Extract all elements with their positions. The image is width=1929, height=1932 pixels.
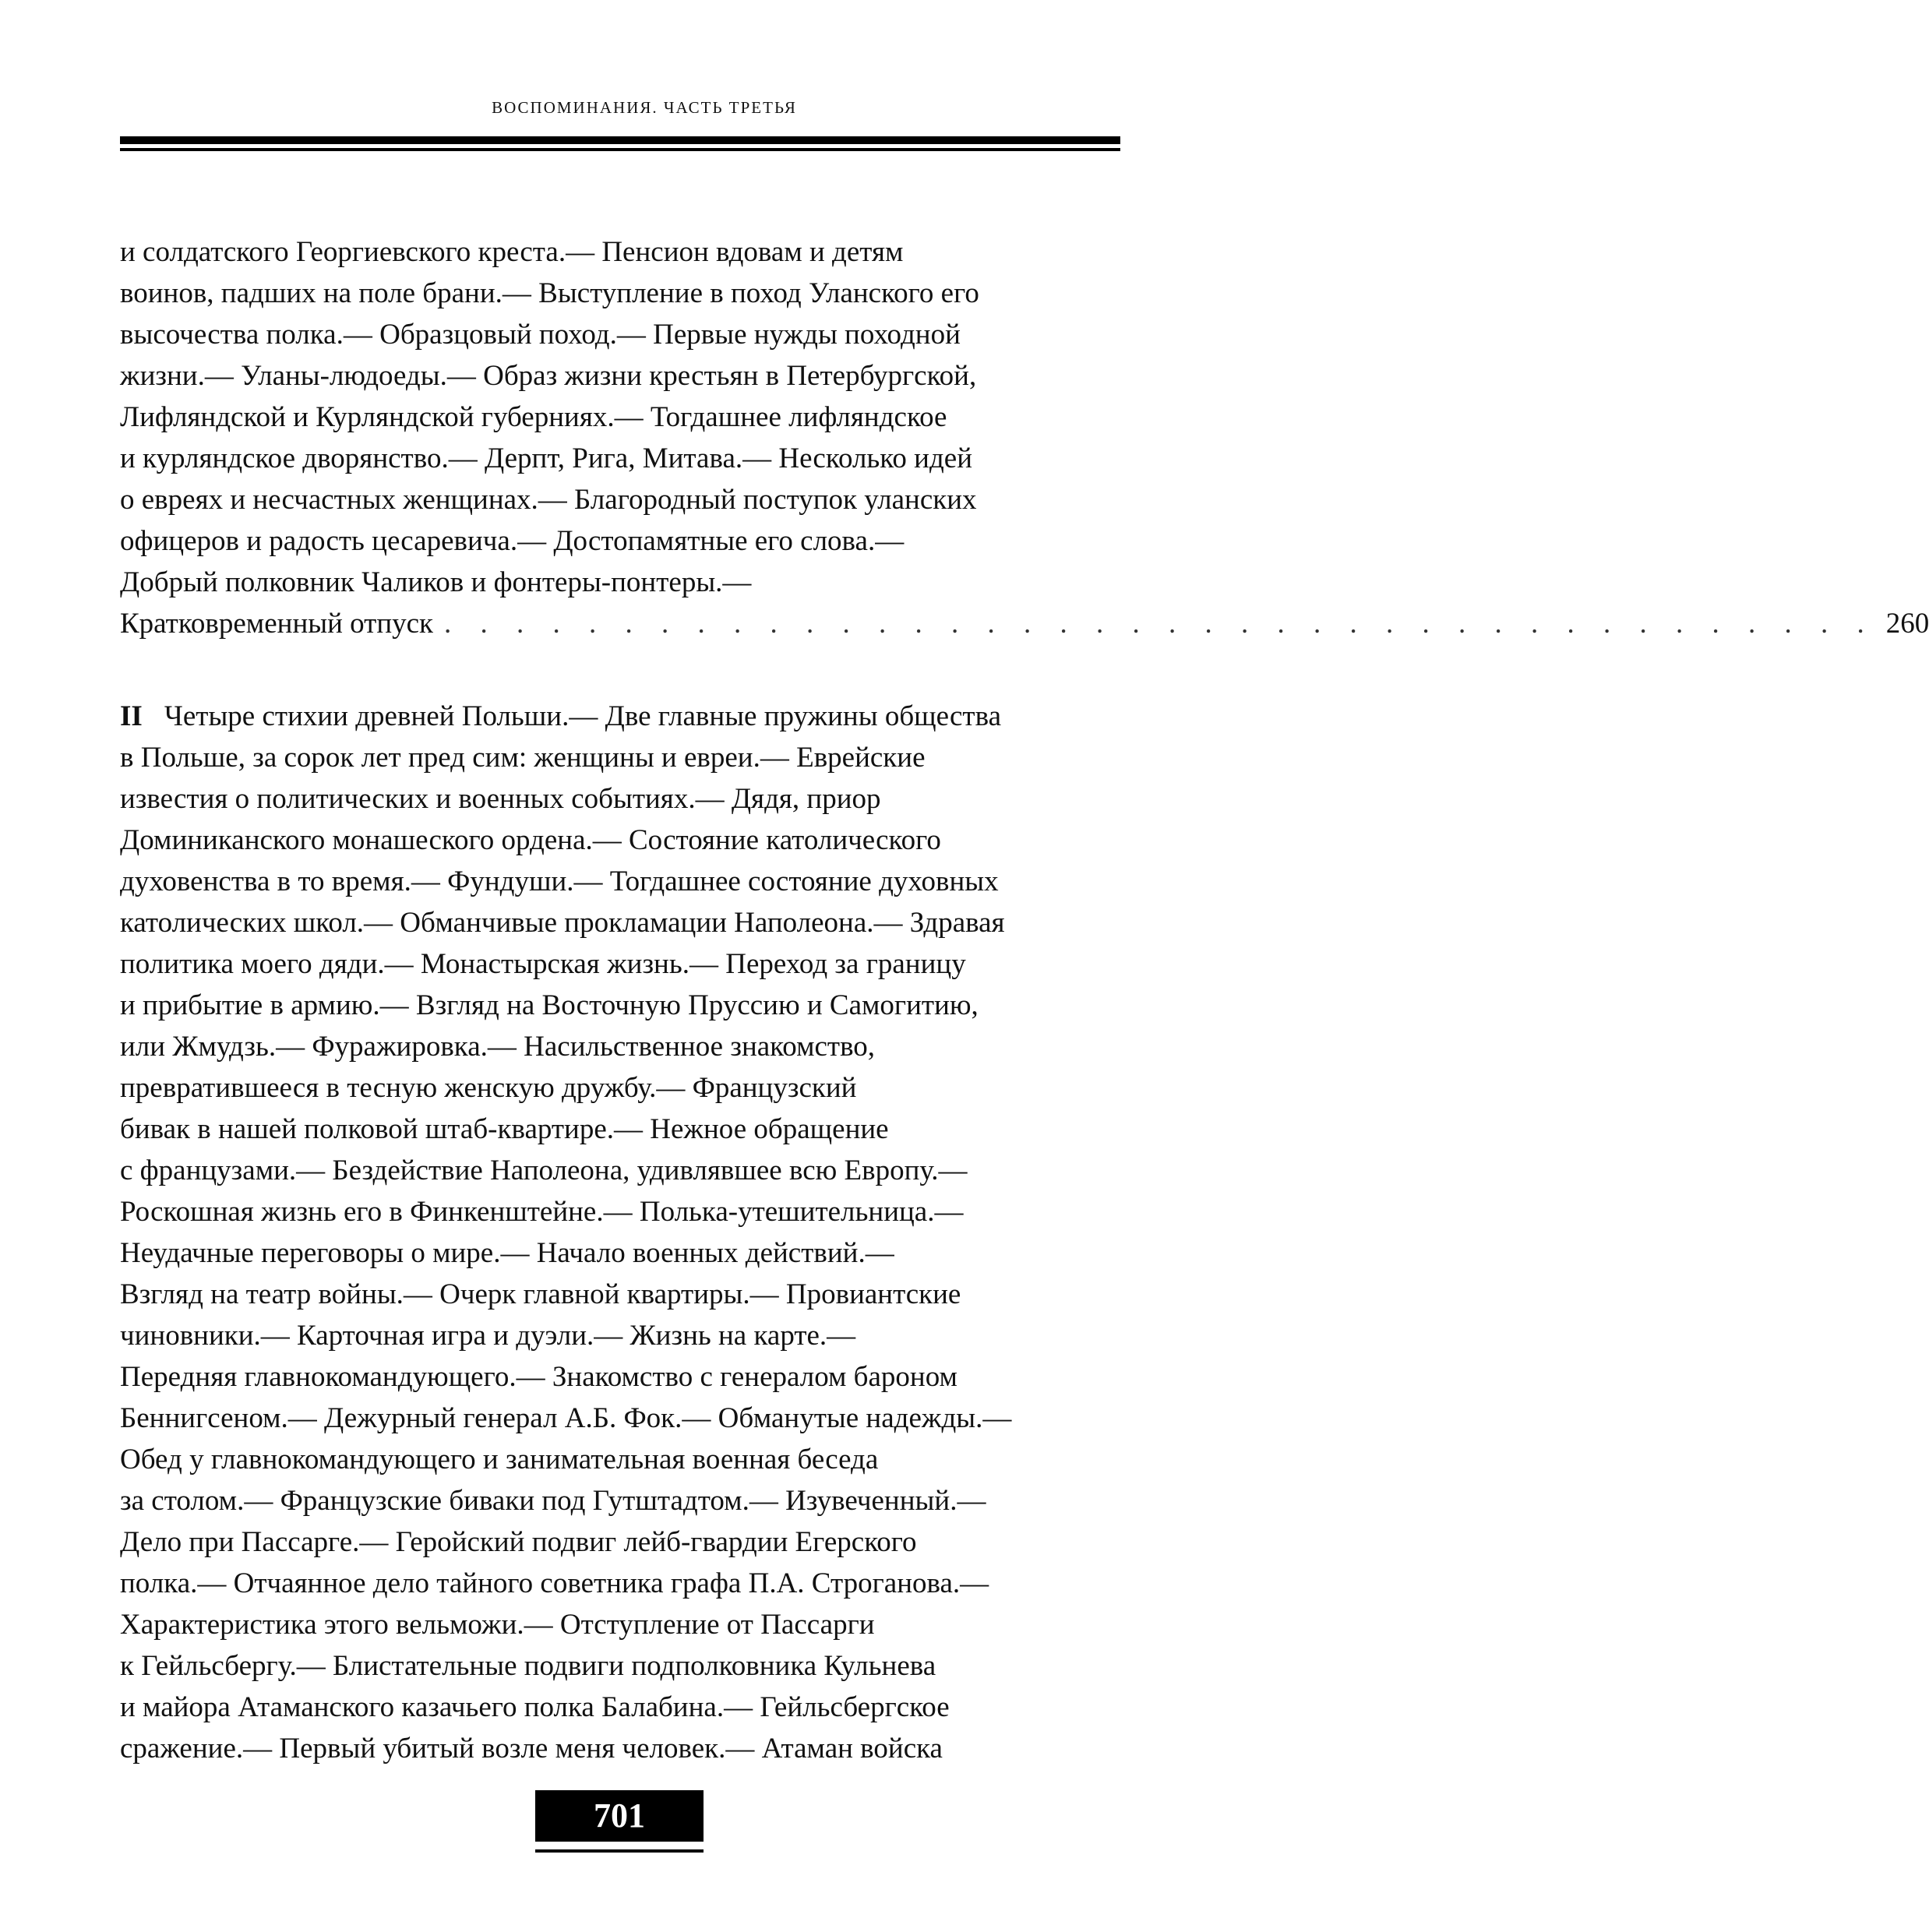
toc-line: и курляндское дворянство.— Дерпт, Рига, Митава.— Несколько идей [120,442,972,474]
toc-line: с французами.— Бездействие Наполеона, удивлявшее всю Европу.— [120,1155,968,1186]
toc-line: Доминиканского монашеского ордена.— Состояние католического [120,824,941,856]
toc-line: и солдатского Георгиевского креста.— Пенсион вдовам и детям [120,236,904,268]
toc-line: и майора Атаманского казачьего полка Балабина.— Гейльсбергское [120,1691,950,1723]
toc-line: и прибытие в армию.— Взгляд на Восточную Пруссию и Самогитию, [120,989,979,1021]
toc-line: католических школ.— Обманчивые прокламации Наполеона.— Здравая [120,907,1005,939]
toc-line: превратившееся в тесную женскую дружбу.— Французский [120,1072,857,1104]
header-rule-thin [120,148,1120,151]
toc-line: Взгляд на театр войны.— Очерк главной квартиры.— Провиантские [120,1278,961,1310]
page-number-box: 701 [535,1790,704,1842]
toc-line: известия о политических и военных событиях.— Дядя, приор [120,783,881,815]
toc-line: воинов, падших на поле брани.— Выступление в поход Уланского его [120,277,979,309]
toc-line: Характеристика этого вельможи.— Отступление от Пассарги [120,1609,875,1641]
toc-line: жизни.— Уланы-людоеды.— Образ жизни крестьян в Петербургской, [120,360,977,392]
toc-line: полка.— Отчаянное дело тайного советника графа П.А. Строганова.— [120,1567,989,1599]
toc-line: Беннигсеном.— Дежурный генерал А.Б. Фок.— Обманутые надежды.— [120,1402,1012,1434]
toc-line: Неудачные переговоры о мире.— Начало военных действий.— [120,1237,894,1269]
toc-entry-last-line [120,603,1929,644]
toc-line: за столом.— Французские биваки под Гутштадтом.— Изувеченный.— [120,1485,986,1517]
toc-entry-title-end: Кратковременный отпуск [120,608,434,640]
toc-line: Добрый полковник Чаликов и фонтеры-понтеры.— [120,566,752,598]
toc-page-number: 260 [1885,608,1929,640]
toc-entry-i [120,231,1929,644]
toc-entry-ii [120,696,1125,1769]
toc-line: Роскошная жизнь его в Финкенштейне.— Полька-утешительница.— [120,1196,964,1228]
leader-dots: . . . . . . . . . . . . . . . . . . . . . . . . . . . . . . . . . . . . . . . . [444,608,1875,640]
toc-line: или Жмудзь.— Фуражировка.— Насильственное знакомство, [120,1031,876,1063]
toc-line: о евреях и несчастных женщинах.— Благородный поступок уланских [120,484,977,516]
toc-line: бивак в нашей полковой штаб-квартире.— Нежное обращение [120,1113,889,1145]
toc-line: Лифляндской и Курляндской губерниях.— Тогдашнее лифляндское [120,401,947,433]
toc-line: сражение.— Первый убитый возле меня человек.— Атаман войска [120,1733,943,1765]
toc-line: Передняя главнокомандующего.— Знакомство с генералом бароном [120,1361,957,1393]
toc-line: высочества полка.— Образцовый поход.— Первые нужды походной [120,319,961,351]
header-rule-thick [120,136,1120,144]
toc-line: чиновники.— Карточная игра и дуэли.— Жизнь на карте.— [120,1320,856,1352]
toc-line: духовенства в то время.— Фундуши.— Тогдашнее состояние духовных [120,866,999,897]
toc-line: офицеров и радость цесаревича.— Достопамятные его слова.— [120,525,905,557]
toc-line: Обед у главнокомандующего и занимательная военная беседа [120,1444,879,1475]
chapter-number: II [120,700,143,732]
toc-line: к Гейльсбергу.— Блистательные подвиги подполковника Кульнева [120,1650,936,1682]
toc-line: Четыре стихии древней Польши.— Две главные пружины общества [164,700,1001,732]
toc-line: политика моего дяди.— Монастырская жизнь.— Переход за границу [120,948,966,980]
toc-line: в Польше, за сорок лет пред сим: женщины и евреи.— Еврейские [120,742,926,774]
running-header: ВОСПОМИНАНИЯ. ЧАСТЬ ТРЕТЬЯ [492,98,797,117]
toc-line: Дело при Пассарге.— Геройский подвиг лейб-гвардии Егерского [120,1526,917,1558]
footer-rule [535,1849,704,1853]
